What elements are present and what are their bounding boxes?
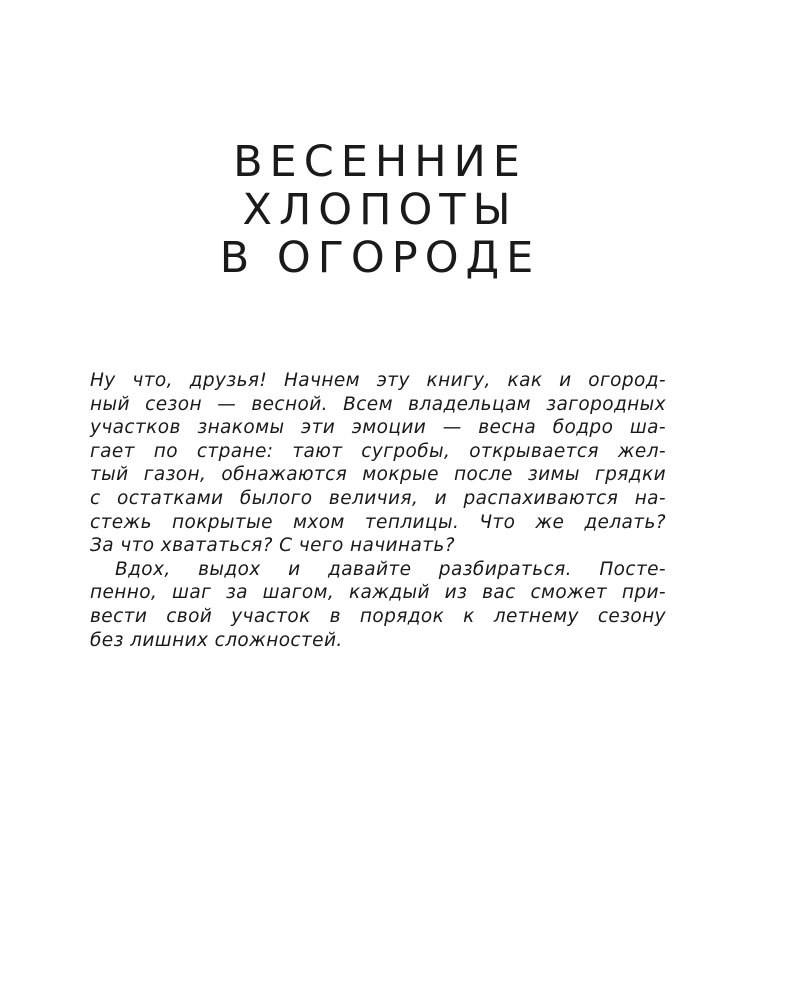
chapter-title-line: В ОГОРОДЕ [219,233,541,283]
text-line: ный сезон — весной. Всем владельцам загородных [90,393,666,415]
text-line: тый газон, обнажаются мокрые после зимы грядки [90,464,666,486]
text-line: без лишних сложностей. [90,629,343,651]
chapter-body [90,369,666,652]
text-line: стежь покрытые мхом теплицы. Что же делать? [90,511,666,533]
paragraph-intro [90,369,666,558]
text-line: За что хвататься? С чего начинать? [90,535,455,557]
chapter-title-line: ХЛОПОТЫ [242,185,518,235]
text-line: гает по стране: тают сугробы, открывается жел- [90,440,666,462]
text-line: пенно, шаг за шагом, каждый из вас сможет при- [90,582,666,604]
text-line: вести свой участок в порядок к летнему сезону [90,605,666,627]
chapter-title-line: ВЕСЕННИЕ [233,137,527,187]
chapter-title [0,138,760,282]
text-line: с остатками былого величия, и распахиваются на- [90,487,666,509]
text-line: Ну что, друзья! Начнем эту книгу, как и огород- [90,370,666,391]
text-line: Вдох, выдох и давайте разбираться. Посте- [115,558,666,580]
text-line: участков знакомы эти эмоции — весна бодро ша- [90,417,666,439]
paragraph-second [90,558,666,652]
